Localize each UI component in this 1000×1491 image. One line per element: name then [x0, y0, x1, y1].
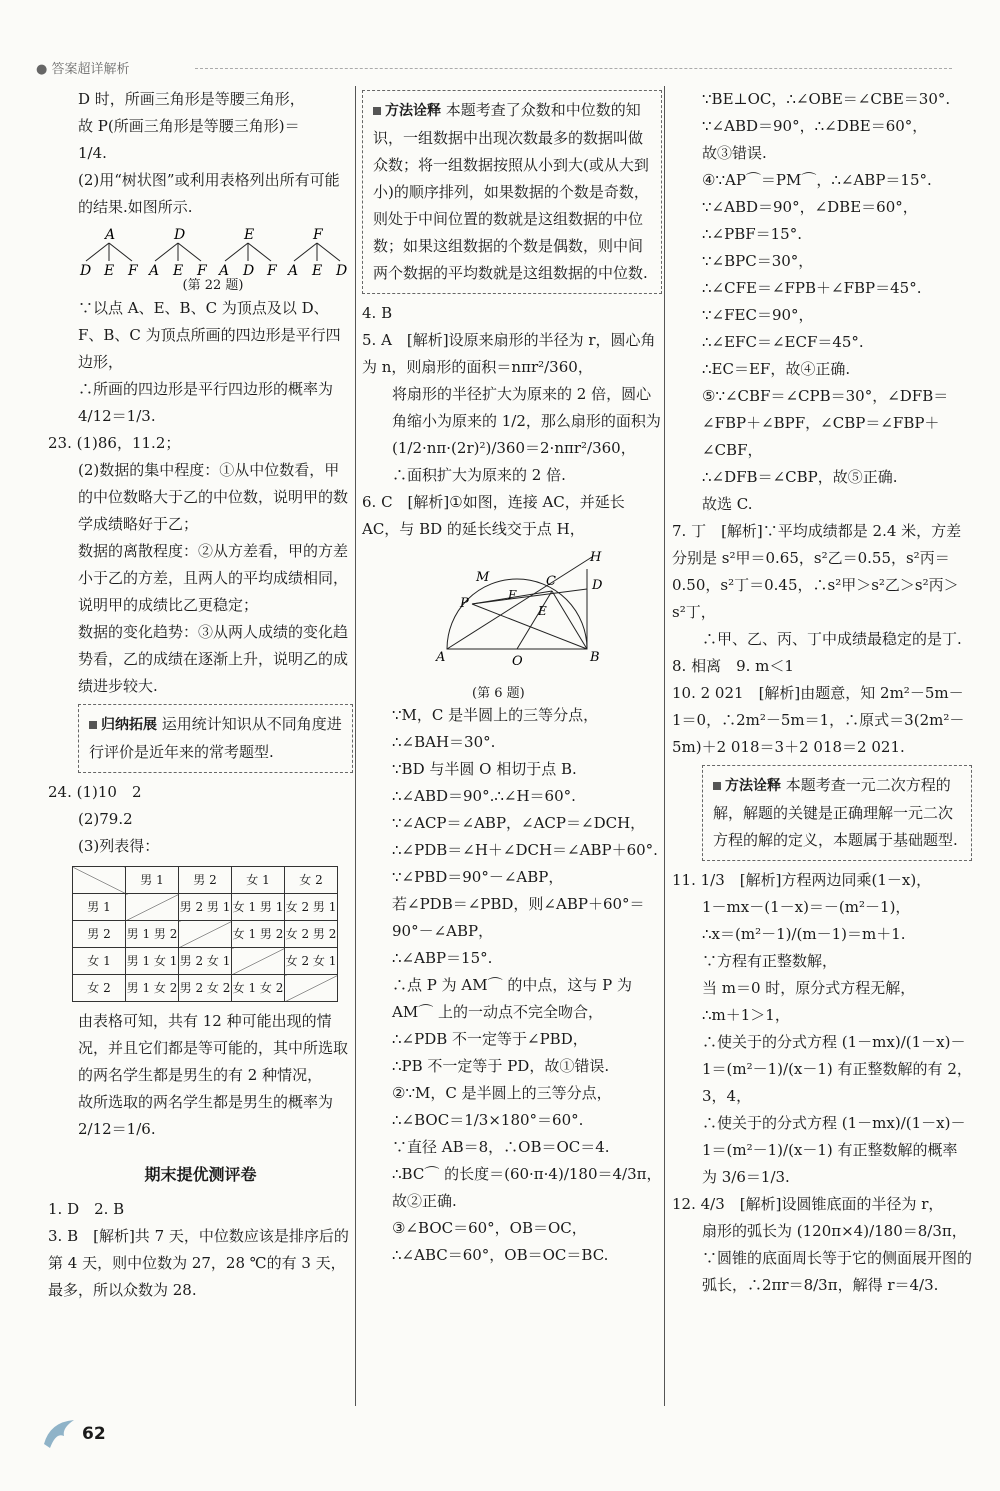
answer-line: ∴x＝(m²－1)/(m－1)＝m＋1. [702, 925, 906, 943]
square-icon [89, 721, 97, 729]
answer-line: 故选 C. [702, 495, 753, 513]
answer-line: ∵∠FEC＝90°， [702, 306, 814, 324]
table-cell: 男 2 男 1 [179, 894, 232, 921]
table-row [73, 894, 338, 921]
tree-leaf: A [287, 263, 299, 277]
answer-line: ∵∠BPC＝30°， [702, 252, 814, 270]
square-icon [373, 107, 381, 115]
answer-line: ∵∠ABD＝90°，∴∠DBE＝60°， [702, 117, 928, 135]
tree-leaf: F [266, 263, 277, 277]
bullet-icon: ● [36, 62, 48, 77]
answer-line: ∵∠ABD＝90°，∠DBE＝60°， [702, 198, 918, 216]
answer-line: ∴∠BAH＝30°. [392, 733, 496, 751]
column-divider-1 [355, 86, 356, 1406]
point-label: A [436, 650, 446, 665]
tree-leaf: A [149, 263, 160, 277]
table-cell: 男 1 [126, 867, 179, 894]
answer-line: ∴m＋1＞1， [702, 1006, 790, 1024]
answer-line: 1. D 2. B [48, 1200, 125, 1218]
answer-line: ∵M，C 是半圆上的三等分点， [392, 706, 599, 724]
column-2 [362, 86, 662, 1269]
tree-leaf: F [197, 263, 208, 277]
answer-line: ②∵M，C 是半圆上的三等分点， [392, 1084, 612, 1102]
table-cell: 男 2 [179, 867, 232, 894]
answer-line: ∴使关于的分式方程 (1－mx)/(1－x)－1＝(m²－1)/(x－1) 有正整数解的有 2，3，4， [702, 1033, 972, 1105]
answer-line: ∵BE⊥OC，∴∠OBE＝∠CBE＝30°. [702, 90, 951, 108]
answer-line: ∴∠DFB＝∠CBP，故⑤正确. [702, 468, 898, 486]
answer-line: 11. 1/3 [解析]方程两边同乘(1－x)， [672, 871, 932, 889]
table-cell: 女 2 男 2 [285, 921, 338, 948]
point-label: H [590, 550, 602, 565]
answer-line: ∵∠ACP＝∠ABP，∠ACP＝∠DCH， [392, 814, 646, 832]
point-label: F [508, 588, 517, 602]
method-text: 本题考查一元二次方程的解，解题的关键是正确理解一元二次方程的解的定义，本题属于基础题型. [713, 776, 958, 849]
table-cell: 女 2 [285, 867, 338, 894]
answer-line: ∴PB 不一定等于 PD，故①错误. [392, 1057, 610, 1075]
tip-tag: 归纳拓展 [101, 717, 157, 733]
answer-line: (2)79.2 [78, 810, 133, 828]
table-row [73, 975, 338, 1002]
tip-text: 运用统计知识从不同角度进行评价是近年来的常考题型. [89, 715, 342, 761]
figure-6 [432, 549, 662, 702]
tree-leaf: A [218, 263, 229, 277]
table-cell [232, 948, 285, 975]
table-cell: 女 2 男 1 [285, 894, 338, 921]
tree-leaf: D [335, 263, 348, 277]
figure-caption: (第 22 题) [182, 278, 244, 293]
answer-line: ∴面积扩大为原来的 2 倍. [392, 466, 566, 484]
answer-line: ∴∠PDB 不一定等于∠PBD， [392, 1030, 588, 1048]
answer-line: ∴BC⌒ 的长度＝(60·π·4)/180＝4/3π， [392, 1165, 662, 1183]
answer-line: ∵直径 AB＝8，∴OB＝OC＝4. [392, 1138, 610, 1156]
table-cell [285, 975, 338, 1002]
answer-line: (2)用“树状图”或利用表格列出所有可能的结果.如图所示. [78, 171, 340, 216]
section-title: 期末提优测评卷 [144, 1165, 257, 1184]
answer-line: 若∠PDB＝∠PBD，则∠ABP＋60°＝90°－∠ABP， [392, 895, 645, 940]
column-divider-2 [664, 86, 665, 1406]
tree-leaf: D [242, 263, 254, 277]
answer-line: ∴所画的四边形是平行四边形的概率为 4/12＝1/3. [78, 380, 334, 425]
table-cell: 女 1 [232, 867, 285, 894]
answer-line: ∴∠EFC＝∠ECF＝45°. [702, 333, 864, 351]
column-3 [672, 86, 972, 1299]
figure-caption: (第 6 题) [472, 686, 525, 701]
point-label: C [546, 574, 556, 589]
table-row [73, 921, 338, 948]
tree-leaf: E [173, 263, 184, 277]
page-number: 62 [82, 1424, 106, 1444]
answer-line: ∴∠CFE＝∠FPB＋∠FBP＝45°. [702, 279, 922, 297]
table-cell: 男 1 女 1 [126, 948, 179, 975]
column-1 [48, 86, 353, 1304]
table-cell: 男 1 女 2 [126, 975, 179, 1002]
answer-line: 5. A [解析]设原来扇形的半径为 r，圆心角为 n，则扇形的面积＝nπr²/360， [362, 331, 656, 376]
header-title-text: 答案超详解析 [51, 62, 130, 77]
answer-line: 1－mx－(1－x)＝－(m²－1)， [702, 898, 911, 916]
answer-line: ∴∠ABC＝60°，OB＝OC＝BC. [392, 1246, 609, 1264]
answer-line: ∴∠ABP＝15°. [392, 949, 493, 967]
tree-root: F [312, 227, 323, 243]
table-cell: 女 1 [73, 948, 126, 975]
point-label: B [590, 650, 600, 665]
answer-line: ⑤∵∠CBF＝∠CPB＝30°，∠DFB＝∠FBP＋∠BPF，∠CBP＝∠FBP＋∠CBF， [702, 387, 949, 459]
table-row [73, 948, 338, 975]
answer-line: ∴∠PDB＝∠H＋∠DCH＝∠ABP＋60°. [392, 841, 658, 859]
method-tag: 方法诠释 [725, 778, 781, 794]
answer-line: (3)列表得： [78, 837, 160, 855]
table-cell [126, 894, 179, 921]
tree-leaf: F [128, 263, 138, 277]
semicircle-figure [432, 549, 602, 677]
answer-line: 将扇形的半径扩大为原来的 2 倍，圆心角缩小为原来的 1/2，那么扇形的面积为 (1/2·nπ·(2r)²)/360＝2·nπr²/360， [392, 385, 661, 457]
answer-line: 1/4. [78, 144, 107, 162]
tree-diagram [48, 227, 353, 295]
answer-line: 当 m＝0 时，原分式方程无解， [702, 979, 916, 997]
point-label: P [460, 596, 469, 611]
tree-root: E [243, 227, 254, 243]
answer-line: D 时，所画三角形是等腰三角形， [78, 90, 305, 108]
answer-line: 由表格可知，共有 12 种可能出现的情况，并且它们都是等可能的，其中所选取的两名学生都是男生的有 2 种情况， [78, 1012, 349, 1084]
table-cell: 女 1 男 1 [232, 894, 285, 921]
answer-line: ∴点 P 为 AM⌒ 的中点，这与 P 为 AM⌒ 上的一动点不完全吻合， [392, 976, 632, 1021]
tree-branch-4 [286, 227, 348, 277]
table-cell: 男 2 女 1 [179, 948, 232, 975]
table-cell: 男 2 [73, 921, 126, 948]
answer-line: 6. C [解析]①如图，连接 AC，并延长 AC，与 BD 的延长线交于点 H， [362, 493, 625, 538]
answer-line: 3. B [解析]共 7 天，中位数应该是排序后的第 4 天，则中位数为 27，28 ℃的有 3 天，最多，所以众数为 28. [48, 1227, 349, 1299]
tip-box [78, 704, 353, 773]
outcome-table [72, 866, 338, 1002]
answer-line: 7. 丁 [解析]∵平均成绩都是 2.4 米，方差分别是 s²甲＝0.65，s²乙＝0.55，s²丙＝0.50，s²丁＝0.45，∴s²甲＞s²乙＞s²丙＞s²丁， [672, 522, 962, 621]
answer-line: 故③错误. [702, 144, 767, 162]
table-cell: 女 1 女 2 [232, 975, 285, 1002]
table-cell: 男 1 男 2 [126, 921, 179, 948]
table-cell: 女 1 男 2 [232, 921, 285, 948]
answer-line: ∴∠ABD＝90°.∴∠H＝60°. [392, 787, 576, 805]
table-cell: 女 2 [73, 975, 126, 1002]
method-box [362, 90, 662, 294]
table-cell: 男 1 [73, 894, 126, 921]
answer-line: (2)数据的集中程度：①从中位数看，甲的中位数略大于乙的中位数，说明甲的数学成绩略好于乙； [78, 461, 349, 533]
tree-branch-2 [147, 227, 209, 277]
table-cell [73, 867, 126, 894]
answer-line: 故 P(所画三角形是等腰三角形)＝ [78, 117, 300, 135]
point-label: O [512, 654, 523, 669]
tree-branch-1 [78, 227, 140, 277]
answer-line: ∴使关于的分式方程 (1－mx)/(1－x)－1＝(m²－1)/(x－1) 有正整数解的概率为 3/6＝1/3. [702, 1114, 966, 1186]
point-label: D [592, 578, 602, 593]
table-cell: 男 2 女 2 [179, 975, 232, 1002]
answer-line: 12. 4/3 [解析]设圆锥底面的半径为 r， [672, 1195, 944, 1213]
tree-leaf: E [104, 263, 115, 277]
answer-line: ∴甲、乙、丙、丁中成绩最稳定的是丁. [702, 630, 962, 648]
tree-leaf: D [80, 263, 92, 277]
tree-root: A [105, 227, 116, 243]
method-text: 本题考查了众数和中位数的知识，一组数据中出现次数最多的数据叫做众数；将一组数据按照从小到大(或从大到小)的顺序排列，如果数据的个数是奇数，则处于中间位置的数就是这组数据的中位数；如果这组数据的个数是偶数，则中间两个数据的平均数就是这组数据的中位数. [373, 101, 649, 282]
answer-line: ③∠BOC＝60°，OB＝OC， [392, 1219, 587, 1237]
answer-line: 24. (1)10 2 [48, 783, 142, 801]
answer-line: ∵BD 与半圆 O 相切于点 B. [392, 760, 577, 778]
answer-line: 故所选取的两名学生都是男生的概率为 2/12＝1/6. [78, 1093, 334, 1138]
point-label: E [538, 604, 547, 618]
answer-line: 扇形的弧长为 (120π×4)/180＝8/3π，∵圆锥的底面周长等于它的侧面展开图的弧长，∴2πr＝8/3π，解得 r＝4/3. [702, 1222, 973, 1294]
answer-line: 8. 相离 9. m＜1 [672, 657, 794, 675]
tree-leaf: E [311, 263, 323, 277]
answer-line: 数据的变化趋势：③从两人成绩的变化趋势看，乙的成绩在逐渐上升，说明乙的成绩进步较大. [78, 623, 349, 695]
dolphin-logo-icon [40, 1414, 80, 1454]
answer-line: ∴EC＝EF，故④正确. [702, 360, 851, 378]
header-title [36, 58, 130, 77]
table-header-row [73, 867, 338, 894]
answer-line: ∵以点 A、E、B、C 为顶点及以 D、F、B、C 为顶点所画的四边形是平行四边形， [78, 299, 341, 371]
answer-line: ∵方程有正整数解， [702, 952, 838, 970]
answer-line: 数据的离散程度：②从方差看，甲的方差小于乙的方差，且两人的平均成绩相同，说明甲的成绩比乙更稳定； [78, 542, 349, 614]
method-tag: 方法诠释 [385, 103, 441, 119]
table-cell [179, 921, 232, 948]
header-divider [195, 68, 952, 69]
answer-line: 故②正确. [392, 1192, 457, 1210]
square-icon [713, 782, 721, 790]
point-label: M [476, 570, 490, 585]
answer-line: 23. (1)86，11.2； [48, 434, 181, 452]
answer-line: ④∵AP⌒＝PM⌒，∴∠ABP＝15°. [702, 171, 932, 189]
answer-line: 4. B [362, 304, 393, 322]
answer-line: ∵∠PBD＝90°－∠ABP， [392, 868, 564, 886]
answer-line: ∴∠PBF＝15°. [702, 225, 802, 243]
answer-line: 10. 2 021 [解析]由题意，知 2m²－5m－1＝0，∴2m²－5m＝1，∴原式＝3(2m²－5m)＋2 018＝3＋2 018＝2 021. [672, 684, 965, 756]
table-cell: 女 2 女 1 [285, 948, 338, 975]
method-box [702, 765, 972, 861]
tree-branch-3 [217, 227, 279, 277]
tree-root: D [174, 227, 186, 243]
answer-line: ∴∠BOC＝1/3×180°＝60°. [392, 1111, 584, 1129]
